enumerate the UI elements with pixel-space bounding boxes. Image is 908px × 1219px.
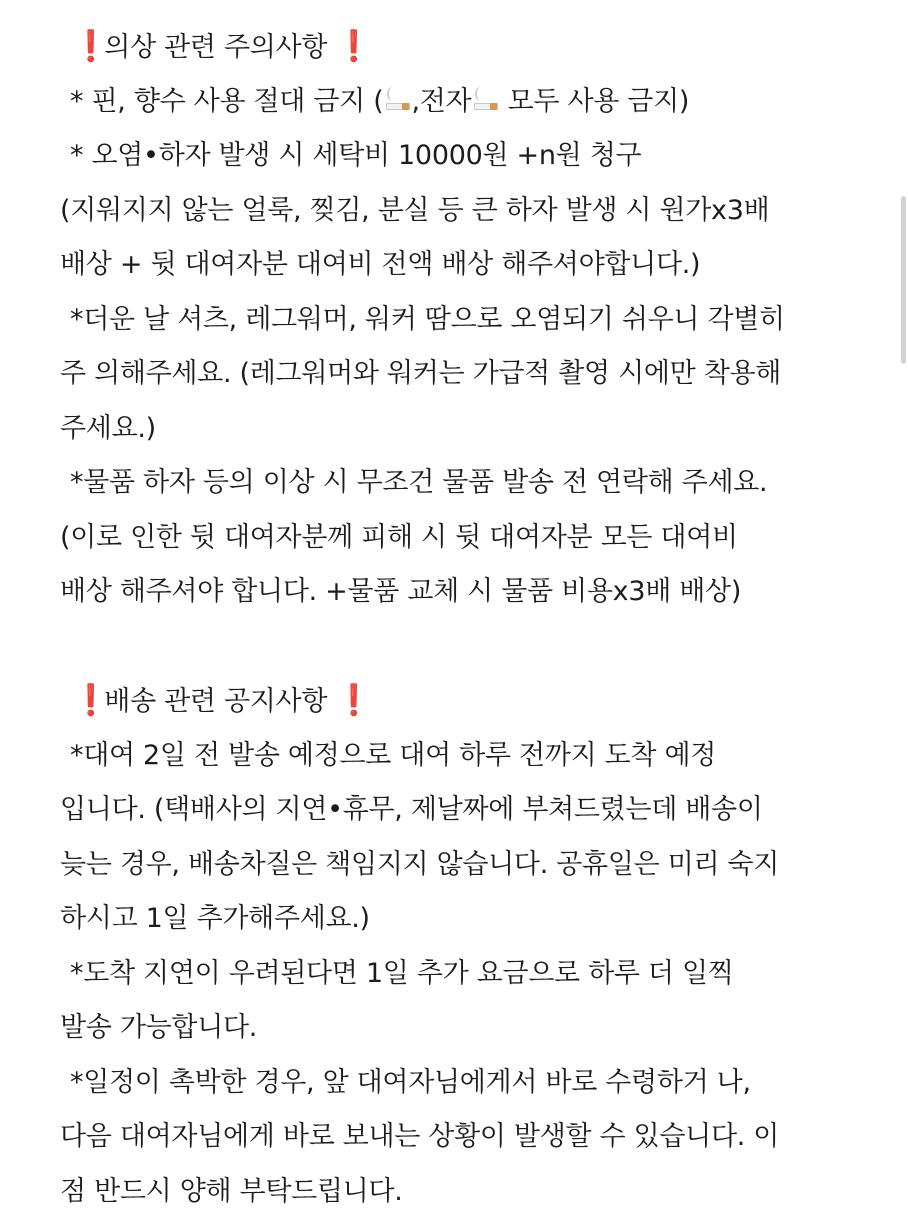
rule-line: 점 반드시 양해 부탁드립니다. (60, 1165, 860, 1219)
rule-line: *더운 날 셔츠, 레그워머, 워커 땀으로 오염되기 쉬우니 각별히 (60, 293, 860, 348)
rule-line: 늦는 경우, 배송차질은 책임지지 않습니다. 공휴일은 미리 숙지 (60, 838, 860, 893)
rule-line: 배상 해주셔야 합니다. +물품 교체 시 물품 비용x3배 배상) (60, 565, 860, 620)
rule-line (60, 75, 860, 130)
rule-line: * 오염•하자 발생 시 세탁비 10000원 +n원 청구 (60, 129, 860, 184)
exclamation-icon: ❗ (72, 20, 96, 75)
exclamation-icon: ❗ (72, 674, 96, 729)
cigarette-icon (472, 86, 498, 114)
rule-line: (이로 인한 뒷 대여자분께 피해 시 뒷 대여자분 모든 대여비 (60, 511, 860, 566)
section-heading-shipping (60, 674, 860, 729)
rule-line: 다음 대여자님에게 바로 보내는 상황이 발생할 수 있습니다. 이 (60, 1110, 860, 1165)
rule-line: 주 의해주세요. (레그워머와 워커는 가급적 촬영 시에만 착용해 (60, 347, 860, 402)
text-fragment: 모두 사용 금지) (499, 86, 689, 117)
section-heading-clothing (60, 20, 860, 75)
section-gap (60, 620, 860, 675)
exclamation-icon: ❗ (335, 674, 359, 729)
rule-line: *도착 지연이 우려된다면 1일 추가 요금으로 하루 더 일찍 (60, 947, 860, 1002)
rule-line: *대여 2일 전 발송 예정으로 대여 하루 전까지 도착 예정 (60, 729, 860, 784)
scrollbar-thumb[interactable] (901, 196, 906, 364)
cigarette-icon (384, 86, 410, 114)
rule-line: 하시고 1일 추가해주세요.) (60, 892, 860, 947)
heading-text: 의상 관련 주의사항 (104, 32, 327, 63)
rule-line: 주세요.) (60, 402, 860, 457)
rule-line: *일정이 촉박한 경우, 앞 대여자님에게서 바로 수령하거 나, (60, 1056, 860, 1111)
rule-line: 입니다. (택배사의 지연•휴무, 제날짜에 부쳐드렸는데 배송이 (60, 783, 860, 838)
heading-text: 배송 관련 공지사항 (104, 686, 327, 717)
rule-line: 배상 + 뒷 대여자분 대여비 전액 배상 해주셔야합니다.) (60, 238, 860, 293)
rule-line: 발송 가능합니다. (60, 1001, 860, 1056)
text-fragment: * 핀, 향수 사용 절대 금지 ( (70, 86, 383, 117)
rule-line: *물품 하자 등의 이상 시 무조건 물품 발송 전 연락해 주세요. (60, 456, 860, 511)
rule-line: (지워지지 않는 얼룩, 찢김, 분실 등 큰 하자 발생 시 원가x3배 (60, 184, 860, 239)
text-fragment: ,전자 (411, 86, 471, 117)
exclamation-icon: ❗ (335, 20, 359, 75)
notice-content (60, 20, 860, 1219)
